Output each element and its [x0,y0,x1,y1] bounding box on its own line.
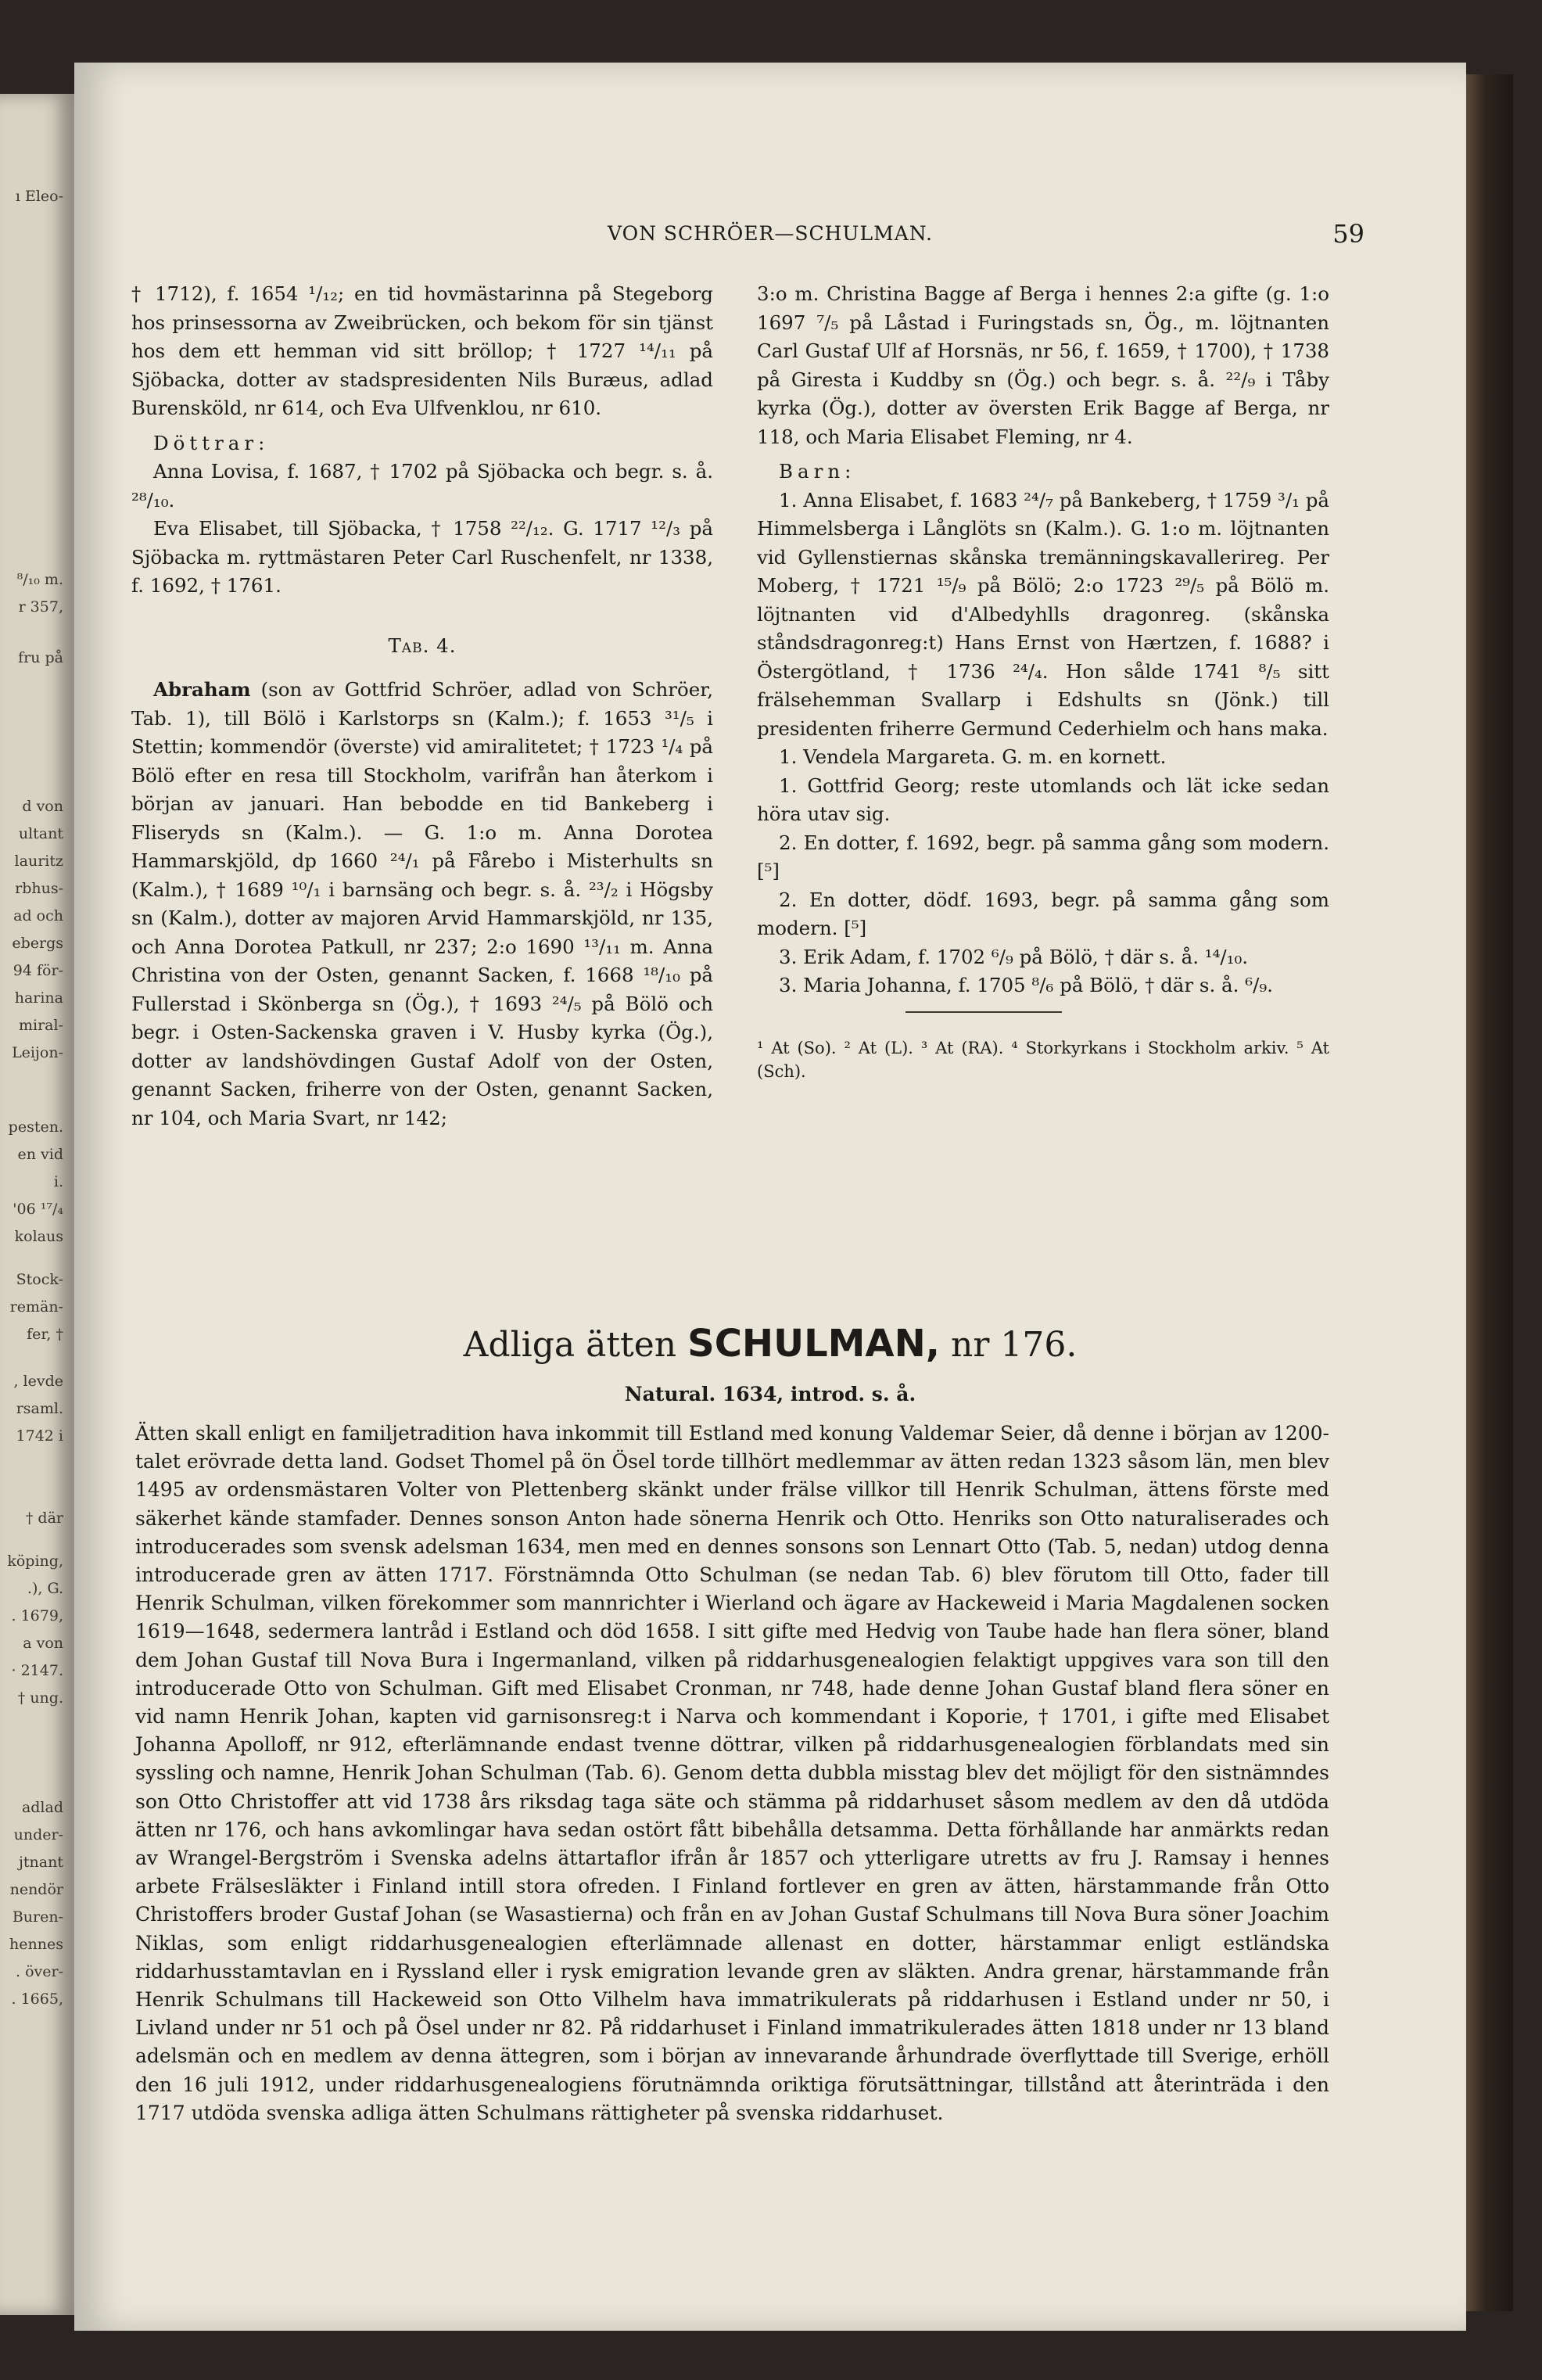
adjacent-page-fragment: harina [14,989,63,1007]
adjacent-page-fragment: 1742 i [16,1427,63,1445]
adjacent-page-fragment: rbhus- [15,880,63,897]
title-suffix: nr 176. [950,1325,1078,1365]
section-heading-children: Barn: [779,460,856,483]
section-body [135,1420,1329,2127]
daughter-entry: Anna Lovisa, f. 1687, † 1702 på Sjöbacka och begr. s. å. ²⁸/₁₀. [131,460,713,512]
book-binding [1466,74,1513,2311]
page-number: 59 [1332,219,1364,249]
adjacent-page-fragment: r 357, [18,598,63,616]
child-entry: 3. Maria Johanna, f. 1705 ⁸/₆ på Bölö, † där s. å. ⁶/₉. [779,974,1273,996]
adjacent-page-fragment: kolaus [14,1228,63,1245]
person-name: Abraham [153,678,251,701]
adjacent-page-fragment: adlad [21,1799,63,1816]
adjacent-page-fragment: lauritz [14,853,63,870]
adjacent-page-fragment: . 1665, [11,1991,63,2008]
adjacent-page-fragment: a von [23,1635,63,1652]
adjacent-page-fragment: en vid [17,1146,63,1163]
family-name: SCHULMAN, [687,1322,940,1366]
adjacent-page-fragment: jtnant [19,1854,63,1871]
adjacent-page-fragment: fer, † [27,1326,63,1343]
adjacent-page-fragment: remän- [9,1298,63,1316]
adjacent-page-fragment: hennes [9,1936,63,1953]
adjacent-page-fragment: nendör [9,1881,63,1898]
adjacent-page-fragment: Stock- [16,1271,63,1288]
page-header [74,156,1466,249]
adjacent-page-fragment: '06 ¹⁷/₄ [13,1201,63,1218]
adjacent-page-fragment: Buren- [12,1908,63,1926]
child-entry: 3. Erik Adam, f. 1702 ⁶/₉ på Bölö, † där s. å. ¹⁴/₁₀. [779,945,1249,968]
child-entry: 1. Gottfrid Georg; reste utomlands och lät icke sedan höra utav sig. [757,774,1329,825]
section-title [74,1322,1466,1366]
running-title: VON SCHRÖER—SCHULMAN. [608,222,933,245]
footnotes: ¹ At (So). ² At (L). ³ At (RA). ⁴ Storkyrkans i Stockholm arkiv. ⁵ At (Sch). [757,1038,1329,1081]
adjacent-page-fragment: Leijon- [12,1044,63,1061]
right-column [757,280,1329,1083]
section-subtitle: Natural. 1634, introd. s. å. [624,1383,916,1405]
adjacent-page-fragment: . över- [16,1963,63,1980]
daughter-entry: Eva Elisabet, till Sjöbacka, † 1758 ²²/₁₂. G. 1717 ¹²/₃ på Sjöbacka m. ryttmästaren Peter Carl Ruschenfelt, nr 1338, f. 1692, † 1761. [131,517,713,597]
adjacent-page-fragment: ad och [13,907,63,924]
title-prefix: Adliga ätten [463,1325,677,1365]
adjacent-page-edge [0,94,77,2315]
child-entry: 1. Anna Elisabet, f. 1683 ²⁴/₇ på Bankeberg, † 1759 ³/₁ på Himmelsberga i Långlöts sn (Kalm.). G. 1:o m. löjtnanten vid Gyllenstiernas skånska tremänningskavallerireg. Per Moberg, † 1721 ¹⁵/₉ på Bölö; 2:o 1723 ²⁹/₅ på Bölö m. löjtnanten vid d'Albedyhlls dragonreg. (skånska ståndsdragonreg:t) Hans Ernst von Hærtzen, f. 1688? i Östergötland, † 1736 ²⁴/₄. Hon sålde 1741 ⁸/₅ sitt frälsehemman Svallarp i Edshults sn (Jönk.) till presidenten friherre Germund Cederhielm och hans maka. [757,488,1329,740]
adjacent-page-fragment: , levde [13,1373,63,1390]
adjacent-page-fragment: ı Eleo- [15,188,63,205]
footnote-rule [905,1011,1062,1013]
adjacent-page-fragment: . 1679, [11,1607,63,1624]
adjacent-page-fragment: köping, [7,1553,63,1570]
adjacent-page-fragment: rsaml. [16,1400,63,1417]
adjacent-page-fragment: † där [25,1509,63,1527]
adjacent-page-fragment: pesten. [8,1118,63,1136]
adjacent-page-fragment: ultant [18,825,63,842]
adjacent-page-fragment: 94 för- [13,962,63,979]
left-column [131,280,713,1133]
body-paragraph: Ätten skall enligt en familjetradition hava inkommit till Estland med konung Valdemar Seier, då denne i början av 1200-talet erövrade detta land. Godset Thomel på ön Ösel torde tillhört medlemmar av ätten redan 1323 såsom län, men blev 1495 av ordensmästaren Volter von Plettenberg skänkt under frälse villkor till Henrik Schulman, ättens förste med säkerhet kände stamfader. Dennes sonson Anton hade sönerna Henrik och Otto. Henriks son Otto naturaliserades och introducerades som svensk adelsman 1634, men med en dennes sonsons son Lennart Otto (Tab. 5, nedan) utdog denna introducerade gren av ätten 1717. Förstnämnda Otto Schulman (se nedan Tab. 6) blev förutom till Otto, fader till Henrik Schulman, vilken förekommer som mannrichter i Wierland och ägare av Hackeweid i Maria Magdalenen socken 1619—1648, sedermera lantråd i Estland och död 1658. I sitt gifte med Hedvig von Taube hade han flera söner, bland dem Johan Gustaf till Nova Bura i Ingermanland, vilken på riddarhusgenealogien felaktigt uppgives vara son till den introducerade Otto von Schulman. Gift med Elisabet Cronman, nr 748, hade denne Johan Gustaf bland flera söner en vid namn Henrik Johan, kapten vid garnisonsreg:t i Narva och kommendant i Koporie, † 1701, i gifte med Elisabet Johanna Apolloff, nr 912, efterlämnande endast tvenne döttrar, vilken på riddarhusgenealogien förblandats med sin syssling och namne, Henrik Johan Schulman (Tab. 6). Genom detta dubbla misstag blev det möjligt för den sistnämndes son Otto Christoffer att vid 1738 års riksdag taga säte och stämma på riddarhuset såsom medlem av den då utdöda ätten nr 176, och hans avkomlingar hava sedan ostört fått bibehålla detsamma. Detta förhållande har anmärkts redan av Wrangel-Bergström i Svenska adelns ättartaflor ifrån år 1857 och ytterligare utretts av fru J. Ramsay i hennes arbete Frälsesläkter i Finland intill stora ofreden. I Finland fortlever en gren av ätten, härstammande från Otto Christoffers broder Gustaf Johan (se Wasastierna) och från en av Johan Gustaf Schulmans till Nova Bura söner Joachim Niklas, som enligt riddarhusgenealogien efterlämnade allenast en dotter, härstammar enligt estländska riddarhusstamtavlan en i Ryssland eller i rysk emigration levande gren av släkten. Andra grenar, härstammande från Henrik Schulmans till Hackeweid son Otto Vilhelm hava immatrikulerats på riddarhusen i Estland under nr 50, i Livland under nr 51 och på Ösel under nr 82. På riddarhuset i Finland immatrikulerades ätten 1818 under nr 13 bland adelsmän och en medlem av denna ättegren, som i början av innevarande århundrade överflyttade till Sverige, erhöll den 16 juli 1912, under riddarhusgenealogiens förutnämnda oriktiga förutsättningar, tillstånd att återinträda i den 1717 utdöda svenska adliga ätten Schulmans rättigheter på svenska riddarhuset. [135,1422,1329,2124]
paragraph: 3:o m. Christina Bagge af Berga i hennes 2:a gifte (g. 1:o 1697 ⁷/₅ på Låstad i Furingstads sn, Ög., m. löjtnanten Carl Gustaf Ulf af Horsnäs, nr 56, f. 1659, † 1700), † 1738 på Giresta i Kuddby sn (Ög.) och begr. s. å. ²²/₉ i Tåby kyrka (Ög.), dotter av översten Erik Bagge af Berga, nr 118, och Maria Elisabet Fleming, nr 4. [757,282,1329,448]
abraham-entry [131,676,713,1133]
section-heading-daughters: Döttrar: [153,431,270,454]
adjacent-page-fragment: i. [53,1173,63,1190]
adjacent-page-fragment: fru på [18,649,63,666]
abraham-text: (son av Gottfrid Schröer, adlad von Schröer, Tab. 1), till Bölö i Karlstorps sn (Kalm.); f. 1653 ³¹/₅ i Stettin; kommendör (överste) vid amiralitetet; † 1723 ¹/₄ på Bölö efter en resa till Stockholm, varifrån han återkom i början av januari. Han bebodde en tid Bankeberg i Fliseryds sn (Kalm.). — G. 1:o m. Anna Dorotea Hammarskjöld, dp 1660 ²⁴/₁ på Fårebo i Misterhults sn (Kalm.), † 1689 ¹⁰/₁ i barnsäng och begr. s. å. ²³/₂ i Högsby sn (Kalm.), dotter av majoren Arvid Hammarskjöld, nr 135, och Anna Dorotea Patkull, nr 237; 2:o 1690 ¹³/₁₁ m. Anna Christina von der Osten, genannt Sacken, f. 1668 ¹⁸/₁₀ på Fullerstad i Skönberga sn (Ög.), † 1693 ²⁴/₅ på Bölö och begr. i Osten-Sackenska graven i V. Husby kyrka (Ög.), dotter av landshövdingen Gustaf Adolf von der Osten, genannt Sacken, friherre von der Osten, genannt Sacken, nr 104, och Maria Svart, nr 142; [131,678,713,1129]
adjacent-page-fragment: .), G. [27,1580,63,1597]
adjacent-page-fragment: · 2147. [11,1662,63,1679]
child-entry: 1. Vendela Margareta. G. m. en kornett. [779,745,1167,768]
paragraph: † 1712), f. 1654 ¹/₁₂; en tid hovmästarinna på Stegeborg hos prinsessorna av Zweibrücken, och bekom för sin tjänst hos dem ett hemman vid sitt bröllop; † 1727 ¹⁴/₁₁ på Sjöbacka, dotter av stadspresidenten Nils Buræus, adlad Burensköld, nr 614, och Eva Ulfvenklou, nr 610. [131,282,713,419]
adjacent-page-fragment: d von [22,798,63,815]
adjacent-page-fragment: miral- [19,1017,63,1034]
adjacent-page-fragment: ebergs [12,935,63,952]
adjacent-page-fragment: under- [13,1826,63,1843]
adjacent-page-fragment: † ung. [17,1689,63,1707]
child-entry: 2. En dotter, f. 1692, begr. på samma gång som modern. [⁵] [757,831,1329,882]
table-heading: Tab. 4. [388,634,457,657]
adjacent-page-fragment: ⁸/₁₀ m. [16,571,63,588]
child-entry: 2. En dotter, dödf. 1693, begr. på samma gång som modern. [⁵] [757,888,1329,939]
